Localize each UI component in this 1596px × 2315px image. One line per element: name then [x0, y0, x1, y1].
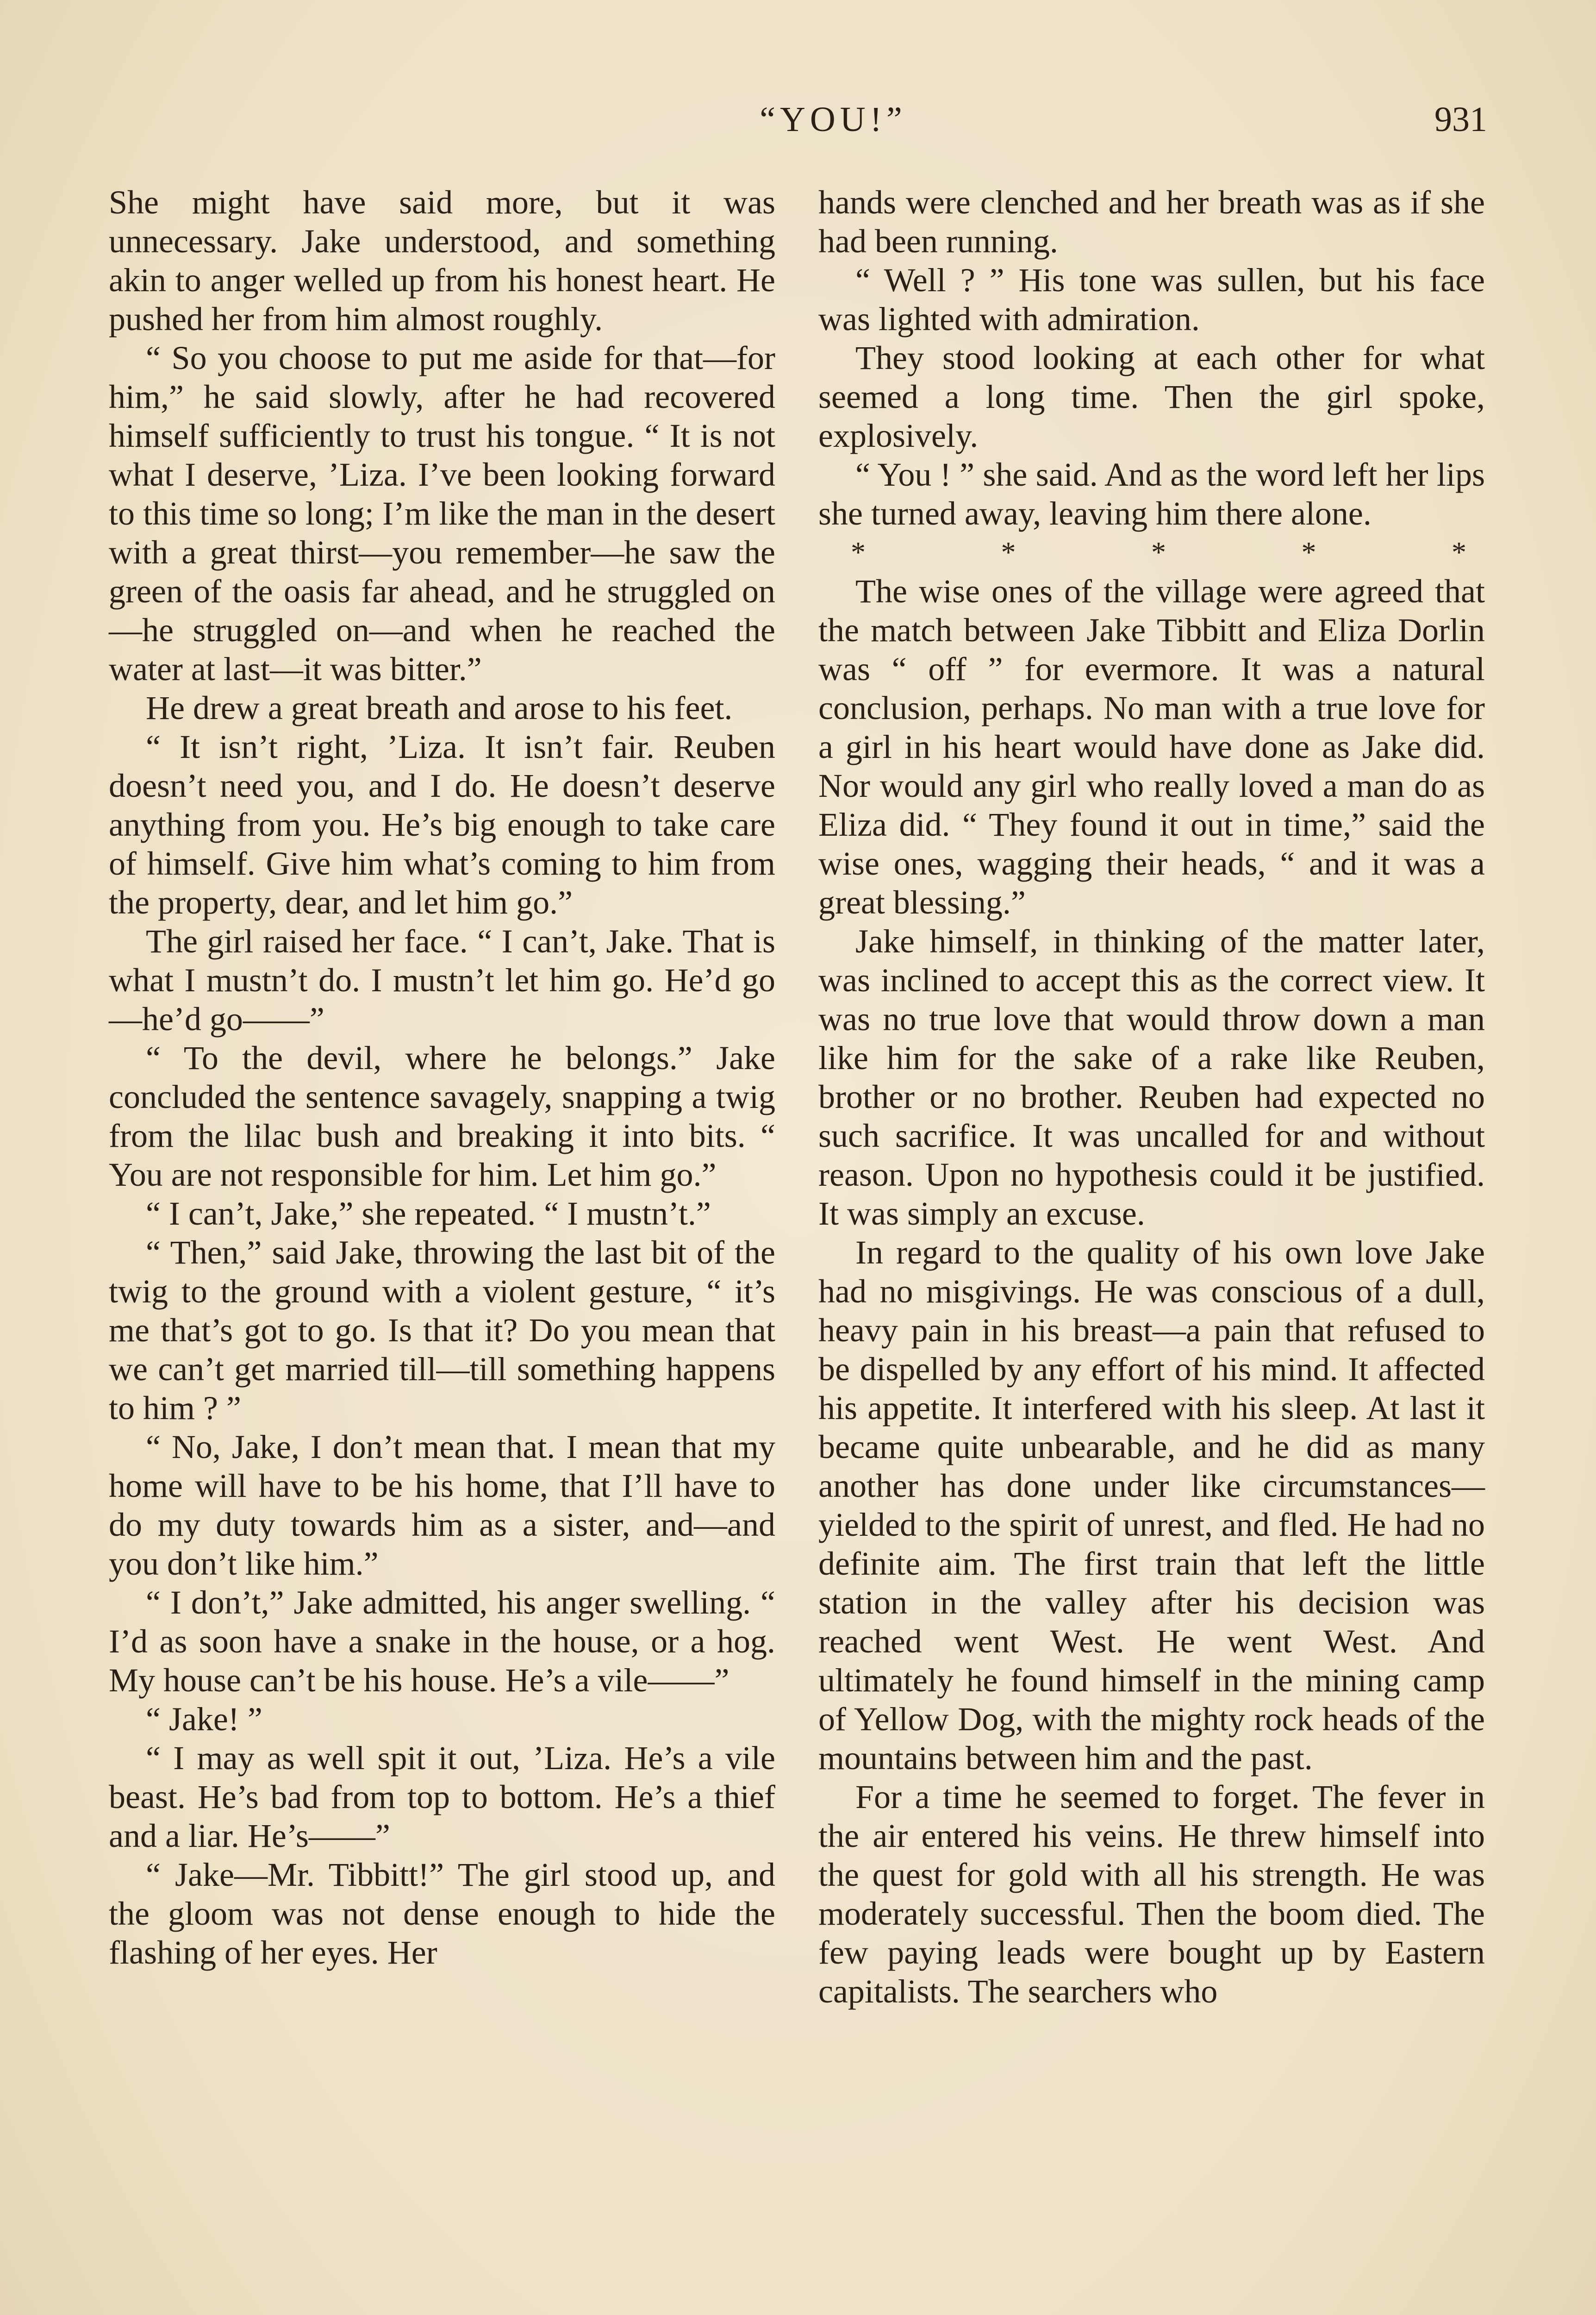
- paragraph: He drew a great breath and arose to his feet.: [146, 689, 733, 726]
- paragraph: “ To the devil, where he belongs.” Jake concluded the sentence savagely, snapping a twig from the lilac bush and breaking it into bits. “ You are not responsible for him. Let him go.”: [109, 1039, 775, 1193]
- paragraph: The wise ones of the village were agreed that the match between Jake Tibbitt and Eliza Dorlin was “ off ” for evermore. It was a natural conclusion, perhaps. No man with a true love for a girl in his heart would have done as Jake did. Nor would any girl who really loved a man do as Eliza did. “ They found it out in time,” said the wise ones, wagging their heads, “ and it was a great blessing.”: [818, 573, 1485, 921]
- section-star: *: [1001, 536, 1016, 569]
- paragraph: They stood looking at each other for what seemed a long time. Then the girl spoke, explosively.: [818, 339, 1485, 454]
- section-star: *: [1151, 536, 1166, 569]
- right-column: [818, 183, 1485, 2011]
- paragraph: “ No, Jake, I don’t mean that. I mean that my home will have to be his home, that I’ll have to do my duty towards him as a sister, and—and you don’t like him.”: [109, 1428, 775, 1582]
- paragraph: In regard to the quality of his own love Jake had no misgivings. He was conscious of a dull, heavy pain in his breast—a pain that refused to be dispelled by any effort of his mind. It affected his appetite. It interfered with his sleep. At last it became quite unbearable, and he did as many another has done under like circumstances—yielded to the spirit of unrest, and fled. He had no definite aim. The first train that left the little station in the valley after his decision was reached went West. He went West. And ultimately he found himself in the mining camp of Yellow Dog, with the mighty rock heads of the mountains between him and the past.: [818, 1234, 1485, 1777]
- paragraph: For a time he seemed to forget. The fever in the air entered his veins. He threw himself into the quest for gold with all his strength. He was moderately successful. Then the boom died. The few paying leads were bought up by Eastern capitalists. The searchers who: [818, 1778, 1485, 2010]
- paragraph: “ Jake! ”: [146, 1701, 262, 1738]
- paragraph: “ I may as well spit it out, ’Liza. He’s a vile beast. He’s bad from top to bottom. He’s a thief and a liar. He’s——”: [109, 1739, 775, 1854]
- paragraph: “ You ! ” she said. And as the word left her lips she turned away, leaving him there alone.: [818, 456, 1485, 532]
- paragraph: “ It isn’t right, ’Liza. It isn’t fair. Reuben doesn’t need you, and I do. He doesn’t deserve anything from you. He’s big enough to take care of himself. Give him what’s coming to him from the property, dear, and let him go.”: [109, 728, 775, 921]
- paragraph: hands were clenched and her breath was as if she had been running.: [818, 184, 1485, 260]
- paragraph: The girl raised her face. “ I can’t, Jake. That is what I mustn’t do. I mustn’t let him go. He’d go—he’d go——”: [109, 923, 775, 1038]
- paragraph: “ I don’t,” Jake admitted, his anger swelling. “ I’d as soon have a snake in the house, or a hog. My house can’t be his house. He’s a vile——”: [109, 1584, 775, 1699]
- section-break: [818, 533, 1485, 572]
- section-star: *: [1452, 536, 1466, 569]
- paragraph: “ Jake—Mr. Tibbitt!” The girl stood up, and the gloom was not dense enough to hide the flashing of her eyes. Her: [109, 1856, 775, 1971]
- left-column: [109, 183, 775, 1972]
- paragraph: “ I can’t, Jake,” she repeated. “ I mustn’t.”: [146, 1195, 711, 1232]
- paragraph: Jake himself, in thinking of the matter later, was inclined to accept this as the correct view. It was no true love that would throw down a man like him for the sake of a rake like Reuben, brother or no brother. Reuben had expected no such sacrifice. It was uncalled for and without reason. Upon no hypothesis could it be justified. It was simply an excuse.: [818, 923, 1485, 1232]
- section-star: *: [851, 536, 866, 569]
- page-number: 931: [1434, 100, 1487, 139]
- paragraph: “ Then,” said Jake, throwing the last bit of the twig to the ground with a violent gesture, “ it’s me that’s got to go. Is that it? Do you mean that we can’t get married till—till something happens to him ? ”: [109, 1234, 775, 1427]
- section-star: *: [1301, 536, 1316, 569]
- paragraph: She might have said more, but it was unnecessary. Jake understood, and something akin to anger welled up from his honest heart. He pushed her from him almost roughly.: [109, 184, 775, 338]
- running-head: “YOU!”: [760, 100, 907, 139]
- paragraph: “ Well ? ” His tone was sullen, but his face was lighted with admiration.: [818, 262, 1485, 338]
- paragraph: “ So you choose to put me aside for that—for him,” he said slowly, after he had recovered himself sufficiently to trust his tongue. “ It is not what I deserve, ’Liza. I’ve been looking forward to this time so long; I’m like the man in the desert with a great thirst—you remember—he saw the green of the oasis far ahead, and he struggled on—he struggled on—and when he reached the water at last—it was bitter.”: [109, 339, 775, 688]
